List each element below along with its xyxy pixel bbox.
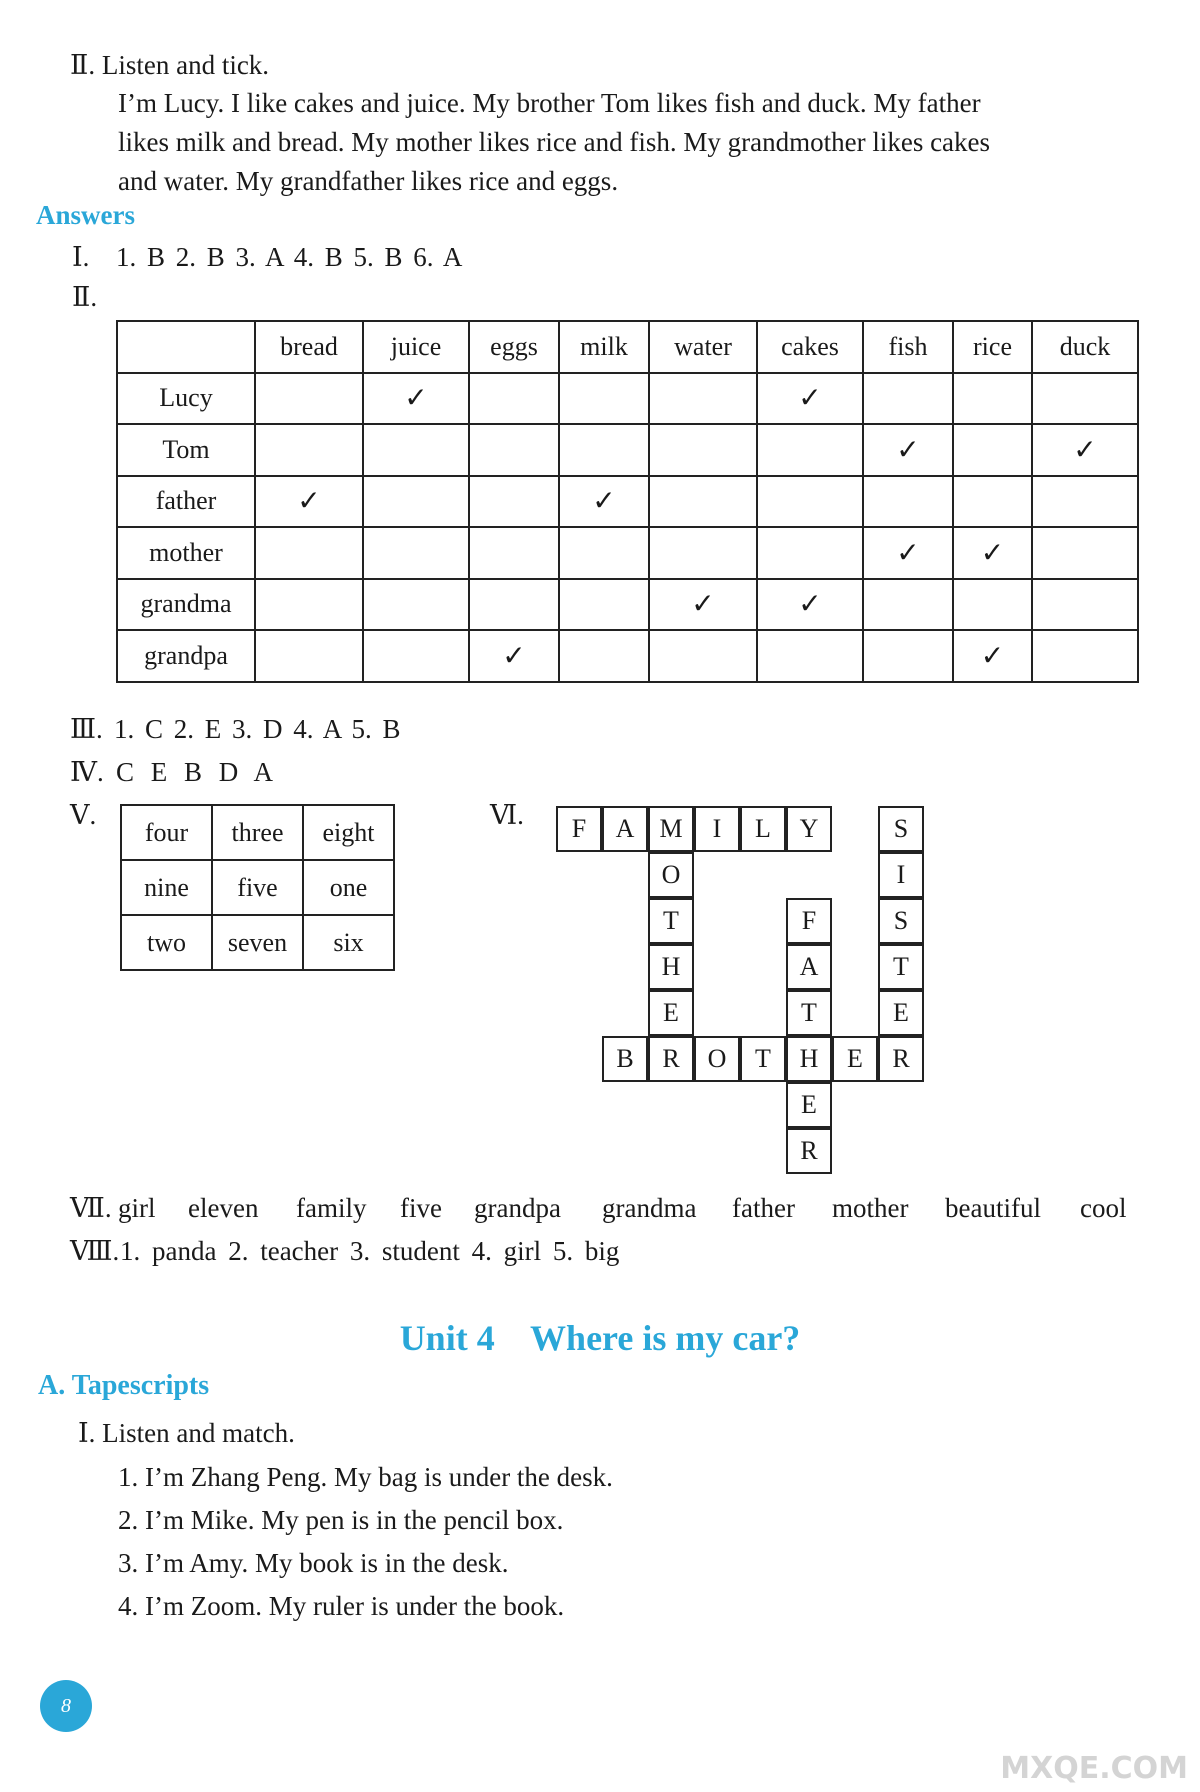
answer-4-label: Ⅳ.: [70, 757, 104, 787]
unit-title: Unit 4 Where is my car?: [399, 1318, 801, 1358]
tapescript-line: 4. I’m Zoom. My ruler is under the book.: [118, 1591, 565, 1621]
crossword-cell: T: [878, 944, 924, 990]
table-cell: [649, 476, 757, 528]
answer-1-label: Ⅰ.: [72, 242, 90, 272]
crossword-cell: B: [602, 1036, 648, 1082]
table-cell: [363, 630, 469, 682]
tapescript-line: 1. I’m Zhang Peng. My bag is under the desk.: [118, 1462, 613, 1492]
column-header: rice: [953, 321, 1032, 373]
table-cell: [649, 373, 757, 425]
table-cell: [953, 476, 1032, 528]
answer-7-word: beautiful: [945, 1193, 1041, 1223]
tapescripts-title: A. Tapescripts: [38, 1370, 210, 1401]
grid-cell: three: [212, 805, 303, 860]
table-cell: [1032, 476, 1138, 528]
crossword-cell: T: [648, 898, 694, 944]
table-cell: [255, 373, 363, 425]
grid-cell: two: [121, 915, 212, 970]
crossword-cell: A: [602, 806, 648, 852]
table-cell: [649, 424, 757, 476]
answer-5-label: Ⅴ.: [70, 800, 97, 830]
page-number-badge: 8: [40, 1680, 92, 1732]
table-cell: [363, 476, 469, 528]
number-grid: [120, 804, 395, 971]
crossword-cell: F: [786, 898, 832, 944]
table-row: [121, 915, 394, 970]
crossword-cell: E: [786, 1082, 832, 1128]
grid-cell: six: [303, 915, 394, 970]
grid-cell: eight: [303, 805, 394, 860]
table-row: [117, 579, 1138, 631]
table-cell: ✓: [953, 527, 1032, 579]
table-cell: [255, 630, 363, 682]
crossword-cell: M: [648, 806, 694, 852]
table-cell: [1032, 579, 1138, 631]
crossword-cell: R: [878, 1036, 924, 1082]
crossword-cell: I: [878, 852, 924, 898]
table-cell: [757, 424, 863, 476]
row-header: Tom: [117, 424, 255, 476]
table-cell: [649, 527, 757, 579]
table-cell: [363, 424, 469, 476]
table-cell: ✓: [255, 476, 363, 528]
row-header: father: [117, 476, 255, 528]
column-header: water: [649, 321, 757, 373]
grid-cell: one: [303, 860, 394, 915]
crossword-cell: R: [648, 1036, 694, 1082]
table-cell: [363, 527, 469, 579]
table-cell: [863, 579, 953, 631]
tapescript-line-1: I’m Lucy. I like cakes and juice. My brother Tom likes fish and duck. My father: [118, 88, 981, 118]
crossword-cell: E: [648, 990, 694, 1036]
table-cell: ✓: [863, 424, 953, 476]
crossword-cell: F: [556, 806, 602, 852]
table-cell: [649, 630, 757, 682]
table-cell: [1032, 630, 1138, 682]
crossword-cell: H: [648, 944, 694, 990]
table-cell: ✓: [649, 579, 757, 631]
grid-cell: four: [121, 805, 212, 860]
table-cell: ✓: [863, 527, 953, 579]
row-header: grandpa: [117, 630, 255, 682]
crossword-cell: A: [786, 944, 832, 990]
row-header: mother: [117, 527, 255, 579]
answer-7-word: eleven: [188, 1193, 259, 1223]
table-cell: [469, 527, 559, 579]
answer-8-label: Ⅷ.: [70, 1236, 120, 1266]
table-cell: [863, 476, 953, 528]
table-cell: [863, 373, 953, 425]
food-tick-table: [116, 320, 1139, 683]
crossword-cell: L: [740, 806, 786, 852]
table-cell: [255, 527, 363, 579]
table-cell: [255, 424, 363, 476]
answers-title: Answers: [36, 200, 135, 230]
table-cell: [469, 579, 559, 631]
table-row: [117, 424, 1138, 476]
table-cell: [559, 579, 649, 631]
answer-6-label: Ⅵ.: [490, 800, 524, 830]
answer-7-word: father: [732, 1193, 795, 1223]
column-header: fish: [863, 321, 953, 373]
crossword-cell: O: [694, 1036, 740, 1082]
answer-4-text: C E B D A: [116, 757, 274, 787]
answer-7-word: five: [400, 1193, 442, 1223]
crossword-cell: T: [786, 990, 832, 1036]
table-cell: ✓: [469, 630, 559, 682]
table-cell: [757, 527, 863, 579]
table-cell: [559, 630, 649, 682]
crossword-cell: Y: [786, 806, 832, 852]
crossword-cell: E: [878, 990, 924, 1036]
column-header: eggs: [469, 321, 559, 373]
table-cell: [953, 373, 1032, 425]
tapescript-line-3: and water. My grandfather likes rice and eggs.: [118, 166, 619, 196]
table-row: [121, 805, 394, 860]
crossword-cell: T: [740, 1036, 786, 1082]
crossword-cell: H: [786, 1036, 832, 1082]
table-row: [117, 476, 1138, 528]
column-header: milk: [559, 321, 649, 373]
table-cell: ✓: [953, 630, 1032, 682]
column-header: duck: [1032, 321, 1138, 373]
grid-cell: seven: [212, 915, 303, 970]
tapescript-line: 3. I’m Amy. My book is in the desk.: [118, 1548, 509, 1578]
answer-7-word: grandma: [602, 1193, 697, 1223]
answer-8-text: 1. panda 2. teacher 3. student 4. girl 5. big: [120, 1236, 620, 1266]
crossword-cell: S: [878, 898, 924, 944]
table-cell: [1032, 527, 1138, 579]
table-cell: [363, 579, 469, 631]
section-heading-listen-tick: Ⅱ. Listen and tick.: [70, 50, 270, 80]
table-cell: [255, 579, 363, 631]
answer-2-label: Ⅱ.: [72, 282, 98, 312]
crossword-cell: I: [694, 806, 740, 852]
column-header: bread: [255, 321, 363, 373]
table-cell: ✓: [757, 373, 863, 425]
answer-1-text: 1. B 2. B 3. A 4. B 5. B 6. A: [116, 242, 463, 272]
table-cell: [953, 579, 1032, 631]
grid-cell: five: [212, 860, 303, 915]
answer-7-word: girl: [118, 1193, 156, 1223]
table-row: [117, 373, 1138, 425]
column-header: juice: [363, 321, 469, 373]
table-cell: [559, 527, 649, 579]
row-header: Lucy: [117, 373, 255, 425]
table-cell: [469, 373, 559, 425]
table-row: [117, 630, 1138, 682]
table-cell: [953, 424, 1032, 476]
table-header-row: [117, 321, 1138, 373]
column-header: cakes: [757, 321, 863, 373]
table-cell: [469, 424, 559, 476]
table-cell: ✓: [757, 579, 863, 631]
grid-cell: nine: [121, 860, 212, 915]
crossword-cell: S: [878, 806, 924, 852]
table-cell: [559, 373, 649, 425]
table-cell: [1032, 373, 1138, 425]
table-row: [117, 527, 1138, 579]
answer-7-word: family: [296, 1193, 367, 1223]
table-cell: ✓: [559, 476, 649, 528]
table-cell: [757, 476, 863, 528]
table-corner-cell: [117, 321, 255, 373]
tapescript-line-2: likes milk and bread. My mother likes rice and fish. My grandmother likes cakes: [118, 127, 991, 157]
section-heading-listen-match: Ⅰ. Listen and match.: [78, 1418, 295, 1448]
answer-7-word: cool: [1080, 1193, 1127, 1223]
row-header: grandma: [117, 579, 255, 631]
answer-7-word: mother: [832, 1193, 909, 1223]
table-cell: ✓: [363, 373, 469, 425]
crossword-cell: O: [648, 852, 694, 898]
answer-3-label: Ⅲ.: [70, 714, 103, 744]
table-cell: [863, 630, 953, 682]
answer-3-text: 1. C 2. E 3. D 4. A 5. B: [114, 714, 401, 744]
watermark: MXQE.COM: [1000, 1751, 1188, 1786]
table-cell: [469, 476, 559, 528]
table-cell: [757, 630, 863, 682]
table-cell: ✓: [1032, 424, 1138, 476]
crossword-cell: E: [832, 1036, 878, 1082]
tapescript-line: 2. I’m Mike. My pen is in the pencil box.: [118, 1505, 564, 1535]
table-cell: [559, 424, 649, 476]
table-row: [121, 860, 394, 915]
answer-7-label: Ⅶ.: [70, 1193, 112, 1223]
crossword-cell: R: [786, 1128, 832, 1174]
answer-7-word: grandpa: [474, 1193, 561, 1223]
